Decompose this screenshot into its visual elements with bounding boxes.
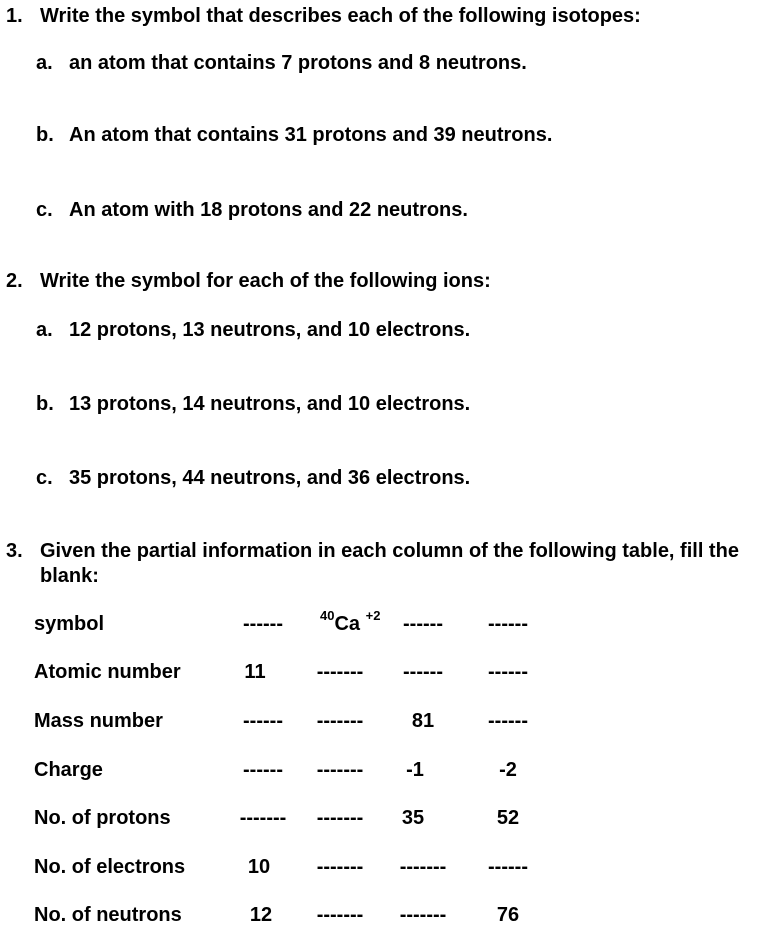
question-2b-text: 13 protons, 14 neutrons, and 10 electrons.: [69, 393, 471, 415]
question-2a-letter: a.: [36, 319, 53, 341]
question-2-text: Write the symbol for each of the following ions:: [40, 270, 491, 292]
question-2b-letter: b.: [36, 393, 54, 415]
table-cell: 81: [411, 710, 435, 732]
table-row-label-charge: Charge: [34, 759, 103, 781]
question-1b-text: An atom that contains 31 protons and 39 neutrons.: [69, 124, 553, 146]
table-cell: ------: [243, 613, 283, 635]
table-cell: 35: [401, 807, 425, 829]
table-cell: 76: [496, 904, 520, 926]
table-cell: -------: [399, 856, 447, 878]
table-cell: -------: [316, 856, 364, 878]
table-cell: ------: [243, 759, 283, 781]
question-2c-text: 35 protons, 44 neutrons, and 36 electrons.: [69, 467, 471, 489]
table-row-label-symbol: symbol: [34, 613, 105, 635]
question-1a-letter: a.: [36, 52, 53, 74]
table-cell: -------: [316, 710, 364, 732]
question-1-text: Write the symbol that describes each of the following isotopes:: [40, 5, 641, 27]
table-row-label-electrons: No. of electrons: [34, 856, 186, 878]
table-cell: 52: [496, 807, 520, 829]
table-cell: -2: [499, 759, 517, 781]
question-2-number: 2.: [6, 270, 23, 292]
question-2c-letter: c.: [36, 467, 53, 489]
table-cell: -------: [316, 759, 364, 781]
question-1c-letter: c.: [36, 199, 53, 221]
table-cell: -------: [399, 904, 447, 926]
table-cell: -------: [239, 807, 287, 829]
table-cell: 12: [249, 904, 273, 926]
question-1c-text: An atom with 18 protons and 22 neutrons.: [69, 199, 468, 221]
table-cell: ------: [488, 710, 528, 732]
mass-number-superscript: 40: [320, 608, 335, 624]
question-3-text-line1: Given the partial information in each column of the following table, fill the: [40, 540, 739, 562]
table-row-label-mass-number: Mass number: [34, 710, 163, 732]
table-row-label-protons: No. of protons: [34, 807, 171, 829]
question-1-number: 1.: [6, 5, 23, 27]
table-cell: 11: [244, 661, 266, 683]
table-cell: -------: [316, 807, 364, 829]
element-symbol: Ca: [334, 613, 361, 635]
table-cell: ------: [403, 661, 443, 683]
charge-superscript: +2: [365, 608, 381, 624]
question-1a-text: an atom that contains 7 protons and 8 neutrons.: [69, 52, 527, 74]
question-2a-text: 12 protons, 13 neutrons, and 10 electrons.: [69, 319, 471, 341]
table-cell: ------: [488, 613, 528, 635]
table-cell: ------: [488, 661, 528, 683]
table-cell: ------: [488, 856, 528, 878]
table-cell: -1: [406, 759, 424, 781]
table-row-label-neutrons: No. of neutrons: [34, 904, 182, 926]
table-row-label-atomic-number: Atomic number: [34, 661, 181, 683]
table-cell: -------: [316, 661, 364, 683]
table-cell: ------: [243, 710, 283, 732]
question-1b-letter: b.: [36, 124, 54, 146]
table-cell: ------: [403, 613, 443, 635]
table-cell: 10: [247, 856, 271, 878]
calcium-ion-symbol: [320, 608, 381, 636]
table-cell: -------: [316, 904, 364, 926]
question-3-text-line2: blank:: [40, 565, 99, 587]
question-3-number: 3.: [6, 540, 23, 562]
